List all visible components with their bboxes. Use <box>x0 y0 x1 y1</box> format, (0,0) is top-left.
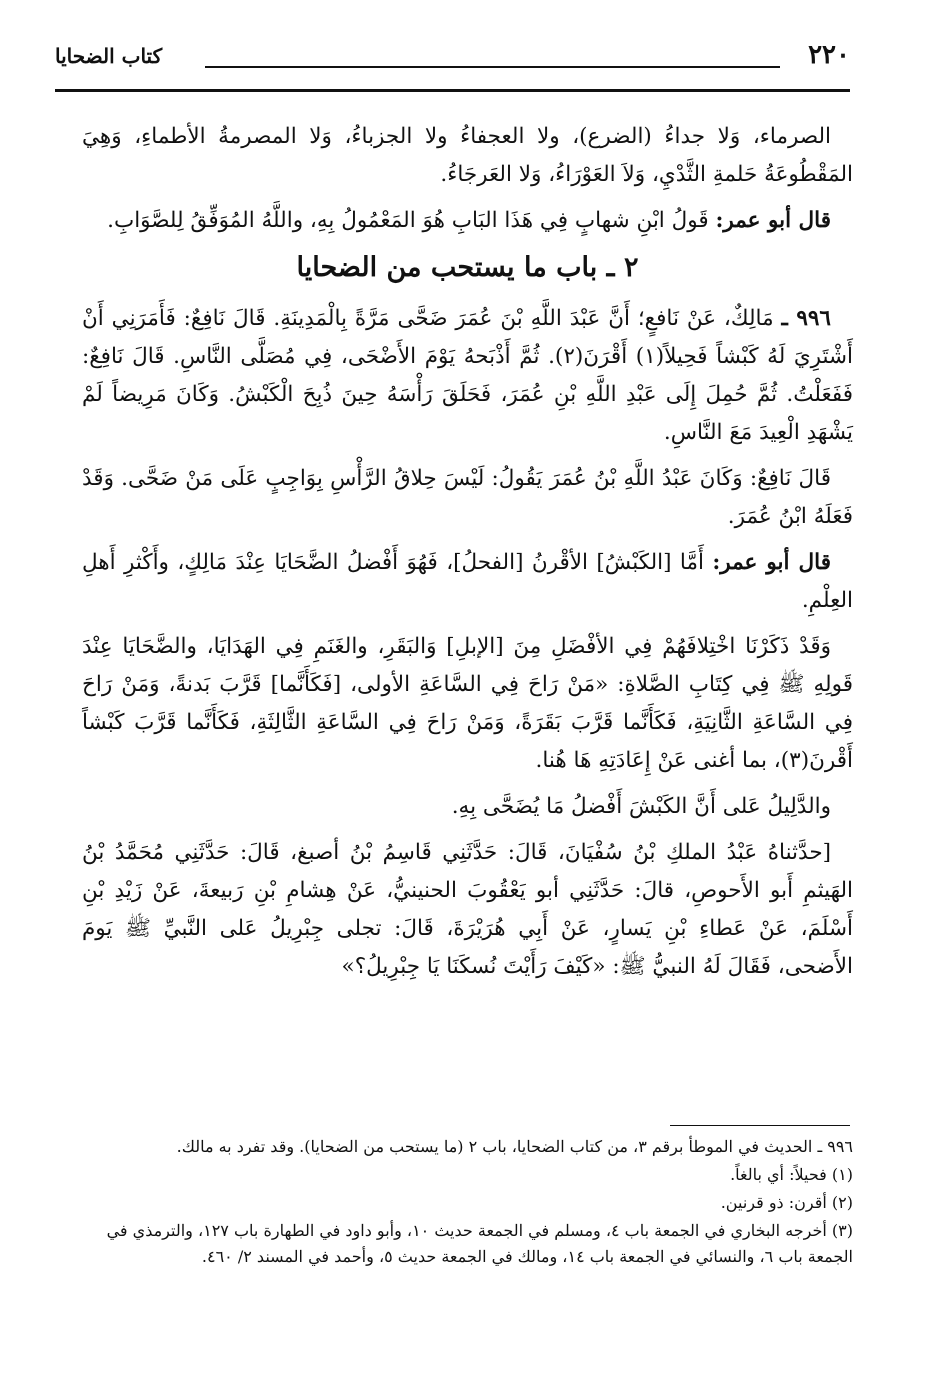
paragraph-lead: قال أبو عمر: <box>715 208 831 233</box>
paragraph-text: والدَّلِيلُ عَلى أَنَّ الكَبْشَ أَفْضلُ مَا يُضَحَّى بِهِ. <box>451 794 831 819</box>
paragraph <box>82 460 853 536</box>
paragraph-text: مَالِكٌ، عَنْ نَافعٍ؛ أَنَّ عَبْدَ اللَّهِ بْنَ عُمَرَ ضَحَّى مَرَّةً بِالْمَدِينَةِ. قَالَ نَافِعٌ: فَأَمَرَنِي أَنْ أَشْتَرِيَ لَهُ كَبْشاً فَحِيلاً(١) أَقْرَنَ(٢). ثُمَّ أَذْبَحهُ يَوْمَ الأَضْحَى، فِي مُصَلَّى النَّاسِ. قَالَ نَافِعٌ: فَفَعَلْتُ. ثُمَّ حُمِلَ إِلَى عَبْدِ اللَّهِ بْنِ عُمَرَ، فَحَلَقَ رَأْسَهُ حِينَ ذُبِحَ الْكَبْشُ. وَكَانَ مَرِيضاً لَمْ يَشْهَدِ الْعِيدَ مَعَ النَّاسِ. <box>82 306 854 445</box>
footnote: (٣) أخرجه البخاري في الجمعة باب ٤، ومسلم في الجمعة حديث ١٠، وأبو داود في الطهارة باب ١٢٧، والترمذي في الجمعة باب ٦، والنسائي في الجمعة باب ١٤، ومالك في الجمعة حديث ٥، وأحمد في المسند ٢/ ٤٦٠. <box>106 1221 853 1266</box>
paragraph <box>82 788 853 826</box>
running-title: كتاب الضحايا <box>55 44 163 68</box>
paragraph <box>82 202 853 240</box>
page-header <box>55 38 850 94</box>
chapter-heading: ٢ ـ باب ما يستحب من الضحايا <box>296 252 639 283</box>
paragraph-text: أَمَّا [الكَبْشُ] الأقْرنُ [الفحلُ]، فَهُوَ أَفْضلُ الضَّحَايَا عِنْدَ مَالِكٍ، وأَكْثرِ أَهلِ العِلْمِ. <box>82 550 853 613</box>
paragraph <box>82 118 853 194</box>
paragraph-lead: قال أبو عمر: <box>712 550 831 575</box>
paragraph <box>82 834 853 986</box>
header-rule <box>55 89 850 92</box>
footnote: ٩٩٦ ـ الحديث في الموطأ برقم ٣، من كتاب الضحايا، باب ٢ (ما يستحب من الضحايا). وقد تفرد به مالك. <box>176 1137 853 1156</box>
page-number: ٢٢٠ <box>808 40 850 70</box>
paragraph-text: الصرماء، وَلا جداءُ (الضرع)، ولا العجفاءُ ولا الجزباءُ، وَلا المصرمةُ الأطماءِ، وَهِيَ المَقْطُوعَةُ حَلمةِ الثَّدْيِ، وَلاَ العَوْرَاءُ، وَلا العَرجَاءُ. <box>82 124 853 187</box>
paragraph-text: [حدَّثناهُ عَبْدُ الملكِ بْنُ سُفْيَانَ، قَالَ: حَدَّثَنِي قَاسِمُ بْنُ أصبغ، قَالَ: حَدَّثَنِي مُحَمَّدُ بْنُ الهَيثمِ أَبو الأَحوصِ، قالَ: حَدَّثَنِي أبو يَعْقُوبَ الحنينيُّ، عَنْ هِشامِ بْنِ رَبيعةَ، عَنْ زَيْدِ بْنِ أَسْلَمَ، عَنْ عَطاءِ بْنِ يَسارٍ، عَنْ أَبِي هُرَيْرَةَ، قَالَ: تجلى جِبْرِيلُ عَلى النَّبيِّ ﷺ يَومَ الأَضحى، فَقَالَ لَهُ النبيُّ ﷺ: «كَيْفَ رَأَيْتَ نُسكَنَا يَا جِبْرِيلُ؟» <box>82 840 853 979</box>
header-dash <box>205 66 780 68</box>
paragraph <box>82 628 853 780</box>
hadith-paragraph <box>82 300 853 452</box>
footnote: (١) فحيلاً: أي بالغاً. <box>730 1165 853 1184</box>
paragraph-text: وَقَدْ ذَكَرْنَا اخْتِلافَهُمْ فِي الأفْضَلِ مِنَ [الإبلِ] وَالبَقَرِ، والغَنَمِ فِي الهَدَايَا، والضَّحَايَا عِنْدَ قَولِهِ ﷺ فِي كِتَابِ الصَّلاةِ: «مَنْ رَاحَ فِي السَّاعَةِ الأولى، [فَكَأَنَّما] قَرَّبَ بَدنةً، وَمَنْ رَاحَ فِي السَّاعَةِ الثَّانِيَةِ، فَكَأَنَّما قَرَّبَ بَقَرَةً، وَمَنْ رَاحَ فِي السَّاعَةِ الثَّالِثَةِ، فَكَأَنَّما قَرَّبَ كَبْشاً أَقْرنَ(٣)، بما أغنى عَنْ إِعَادَتِهِ هَا هُنا. <box>82 634 853 773</box>
footnotes <box>82 1134 853 1272</box>
footnote: (٢) أقرن: ذو قرنين. <box>720 1193 853 1212</box>
footnote-separator <box>670 1125 850 1126</box>
paragraph-text: قَولُ ابْنِ شهابٍ فِي هَذَا البَابِ هُوَ المَعْمُولُ بِهِ، واللَّهُ المُوَفِّقُ لِلصَّوَابِ. <box>107 208 716 233</box>
paragraph <box>82 544 853 620</box>
main-text <box>82 118 853 994</box>
hadith-number: ٩٩٦ ـ <box>781 306 831 331</box>
paragraph-text: قَالَ نَافِعٌ: وَكَانَ عَبْدُ اللَّهِ بْنُ عُمَرَ يَقُولُ: لَيْسَ حِلاقُ الرَّأْسِ بِوَاجِبٍ عَلَى مَنْ ضَحَّى. وَقَدْ فَعَلَهُ ابْنُ عُمَرَ. <box>82 466 853 529</box>
